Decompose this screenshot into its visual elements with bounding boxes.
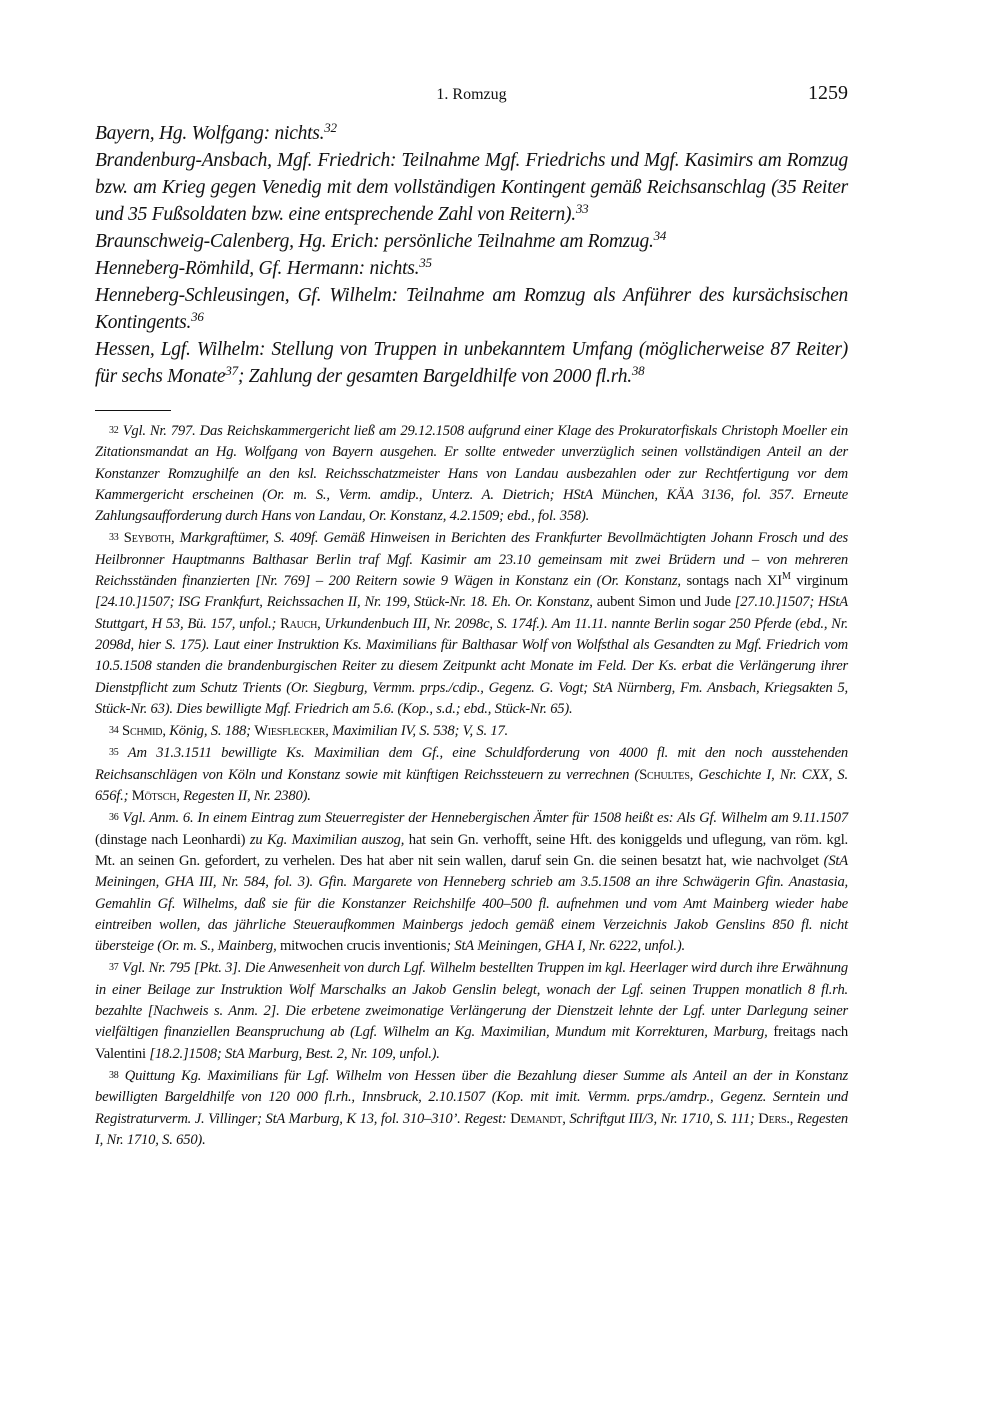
text-segment: Bayern, Hg. Wolfgang: nichts. bbox=[95, 123, 325, 144]
text-segment: (StA Meiningen, GHA III, Nr. 584, fol. 3). Gfin. Margarete von Henneberg schrieb am 3.5.1508 an ihre Schwägerin Gfin. Anastasia, Gemahlin Gf. Wilhelms, daß sie für die Konstanzer Reichshilfe 400–500 fl. aufnehmen und vom Amt Mainberg wieder habe eintreiben wollen, das jährliche Steueraufkommen Mainbergs jedoch gemäß einem Verzeichnis Jakob Genslins 850 fl. nicht übersteige (Or. m. S., Mainberg, bbox=[95, 852, 848, 955]
footnote bbox=[95, 807, 848, 957]
footnote-reference: 34 bbox=[653, 228, 667, 243]
text-segment: , bbox=[317, 615, 325, 632]
text-segment: ., bbox=[786, 1110, 797, 1127]
footnotes bbox=[95, 420, 848, 1151]
text-segment: , bbox=[325, 723, 333, 740]
footnote-number: 33 bbox=[109, 532, 119, 544]
text-segment: Henneberg-Römhild, Gf. Hermann: nichts. bbox=[95, 258, 420, 279]
text-segment: Vgl. Nr. 797. Das Reichskammergericht ließ am 29.12.1508 aufgrund einer Klage des Prokuratorfiskals Christoph Moeller ein Zitationsmandat an Hg. Wolfgang von Bayern ausgehen. Er sollte entweder unverzüglich seinen vollständigen Anteil an der Konstanzer Romzughilfe an den ksl. Reichsschatzmeister Hans von Landau ausbezahlen oder zur Rechtfertigung vor dem Kammergericht erscheinen (Or. m. S., Verm. amdip., Unterz. A. Dietrich; HStA München, KÄA 3136, fol. 357. Erneute Zahlungsaufforderung durch Hans von Landau, Or. Konstanz, 4.2.1509; ebd., fol. 358). bbox=[95, 423, 848, 525]
entry bbox=[95, 255, 848, 282]
footnote-reference: 36 bbox=[191, 309, 204, 324]
text-segment: Henneberg-Schleusingen, Gf. Wilhelm: Teilnahme am Romzug als Anführer des kursächsischen Kontingents. bbox=[95, 285, 848, 333]
footnote bbox=[95, 742, 848, 807]
main-text bbox=[95, 120, 848, 390]
superscript: M bbox=[781, 571, 791, 583]
text-segment: freitags nach Valentini bbox=[95, 1024, 849, 1062]
text-segment: Regesten I, Nr. 1710, S. 650). bbox=[95, 1110, 848, 1148]
text-segment: Maximilian IV, S. 538; V, S. 17. bbox=[332, 723, 509, 740]
entry bbox=[95, 120, 848, 147]
footnote-reference: 37 bbox=[225, 363, 238, 378]
entry bbox=[95, 336, 848, 390]
text-segment: , bbox=[171, 530, 180, 547]
text-segment: Demandt bbox=[510, 1110, 563, 1127]
footnote bbox=[95, 957, 848, 1064]
text-segment: ; Zahlung der gesamten Bargeldhilfe von 2000 fl.rh. bbox=[237, 366, 632, 387]
text-segment: Am 31.3.1511 bewilligte Ks. Maximilian dem Gf., eine Schuldforderung von 4000 fl. mit den noch ausstehenden Reichsanschlägen von Köln und Konstanz sowie mit künftigen Reichssteuern zu verrechnen ( bbox=[95, 745, 848, 783]
text-segment: Ders bbox=[758, 1110, 787, 1127]
text-segment: , bbox=[176, 788, 184, 805]
text-segment: Seyboth bbox=[118, 530, 172, 547]
text-segment: Regesten II, Nr. 2380). bbox=[183, 788, 311, 805]
running-title: 1. Romzug bbox=[436, 86, 507, 103]
footnote-reference: 33 bbox=[575, 201, 589, 216]
footnote-number: 34 bbox=[109, 725, 119, 737]
footnote-reference: 38 bbox=[631, 363, 645, 378]
text-segment: aubent Simon und Jude bbox=[596, 594, 735, 611]
text-segment: virginum bbox=[790, 573, 848, 590]
footnote-number: 36 bbox=[109, 812, 119, 824]
footnote-reference: 35 bbox=[419, 255, 432, 270]
text-segment: Schultes bbox=[639, 766, 690, 783]
text-segment: Mötsch bbox=[131, 788, 177, 805]
text-segment: (dinstage nach Leonhardi) bbox=[95, 831, 250, 848]
text-segment: Rauch bbox=[280, 615, 318, 632]
text-segment: hat sein Gn. verhofft, seine Hft. des koniggelds und uflegung, van röm. kgl. Mt. an seinen Gn. gefordert, zu verhelen. Des hat aber nit sein wallen, daruf sein Gn. die seinen besatzt hat, wie nachvolget bbox=[95, 831, 848, 869]
footnote-number: 38 bbox=[109, 1069, 119, 1081]
entry bbox=[95, 147, 848, 228]
text-segment: Schmid bbox=[118, 723, 163, 740]
footnote-number: 37 bbox=[109, 962, 119, 974]
footnote bbox=[95, 420, 848, 527]
text-segment: Geschichte I, Nr. CXX, S. 656f.; bbox=[95, 766, 848, 805]
footnote bbox=[95, 1065, 848, 1151]
footnote bbox=[95, 720, 848, 742]
text-segment: Urkundenbuch III, Nr. 2098c, S. 174f.). Am 11.11. nannte Berlin sogar 250 Pferde (ebd., Nr. 2098d, hier S. 175). Laut einer Instruktion Ks. Maximilians für Balthasar Wolf von Wolfsthal als Gesandten zu Mgf. Friedrich vom 10.5.1508 standen die brandenburgischen Reiter zu diesem Zeitpunkt acht Monate im Feld. Der Ks. erbat die Verlängerung ihrer Dienstpflicht zum Schutz Trients (Or. Siegburg, Vermm. prps./cdip., Gegenz. G. Vogt; StA Nürnberg, Fm. Ansbach, Kriegsakten 5, Stück-Nr. 63). Dies bewilligte Mgf. Friedrich am 5.6. (Kop., s.d.; ebd., Stück-Nr. 65). bbox=[95, 615, 849, 717]
text-segment: König, S. 188; bbox=[169, 723, 255, 740]
text-segment: , bbox=[689, 766, 699, 783]
footnote-number: 35 bbox=[109, 747, 119, 759]
text-segment: Hessen, Lgf. Wilhelm: Stellung von Truppen in unbekanntem Umfang (möglicherweise 87 Reiter) für sechs Monate bbox=[95, 339, 848, 387]
text-segment: sontags nach XI bbox=[686, 573, 782, 590]
text-segment: Wiesflecker bbox=[254, 723, 326, 740]
footnote-reference: 32 bbox=[324, 120, 337, 135]
text-segment: Quittung Kg. Maximilians für Lgf. Wilhelm von Hessen über die Bezahlung dieser Summe als Anteil an der in Konstanz bewilligten Bargeldhilfe von 120 000 fl.rh., Innsbruck, 2.10.1507 (Kop. mit imit. Vermm. prps./amdrp., Gegenz. Serntein und Registraturverm. J. Villinger; StA Marburg, K 13, fol. 310–310’. Regest: bbox=[95, 1067, 848, 1127]
page-header bbox=[95, 84, 848, 108]
page-number: 1259 bbox=[808, 82, 848, 104]
text-segment: [24.10.]1507; ISG Frankfurt, Reichssachen II, Nr. 199, Stück-Nr. 18. Eh. Or. Konstanz, bbox=[95, 594, 597, 611]
text-segment: Braunschweig-Calenberg, Hg. Erich: persönliche Teilnahme am Romzug. bbox=[95, 231, 654, 252]
footnote-separator bbox=[95, 410, 171, 411]
footnote bbox=[95, 527, 848, 720]
text-segment: , bbox=[562, 1110, 570, 1127]
entry bbox=[95, 228, 848, 255]
text-segment: , bbox=[162, 723, 170, 740]
entry bbox=[95, 282, 848, 336]
text-segment: Schriftgut III/3, Nr. 1710, S. 111; bbox=[569, 1110, 759, 1127]
text-segment: Markgraftümer, S. 409f. Gemäß Hinweisen in Berichten des Frankfurter Bevollmächtigten Johann Frosch und des Heilbronner Hauptmanns Balthasar Berlin traf Mgf. Kasimir am 23.10 gemeinsam mit zwei Brüdern und – von mehreren Reichsständen finanzierten [Nr. 769] – 200 Reitern sowie 9 Wägen in Konstanz ein (Or. Konstanz, bbox=[95, 530, 849, 590]
text-segment: Brandenburg-Ansbach, Mgf. Friedrich: Teilnahme Mgf. Friedrichs und Mgf. Kasimirs am Romzug bzw. am Krieg gegen Venedig mit dem vollständigen Kontingent gemäß Reichsanschlag (35 Reiter und 35 Fußsoldaten bzw. eine entsprechende Zahl von Reitern). bbox=[95, 150, 848, 225]
text-segment: mitwochen crucis inventionis bbox=[280, 938, 447, 955]
text-segment: Vgl. Anm. 6. In einem Eintrag zum Steuerregister der Hennebergischen Ämter für 1508 heißt es: Als Gf. Wilhelm am 9.11.1507 bbox=[118, 810, 848, 827]
text-segment: [18.2.]1508; StA Marburg, Best. 2, Nr. 109, unfol.). bbox=[149, 1045, 440, 1062]
footnote-number: 32 bbox=[109, 425, 119, 436]
text-segment: ; StA Meiningen, GHA I, Nr. 6222, unfol.). bbox=[446, 938, 685, 955]
text-segment: [27.10.]1507; HStA Stuttgart, H 53, Bü. 157, unfol.; bbox=[95, 594, 848, 632]
text-segment: zu Kg. Maximilian auszog, bbox=[249, 831, 409, 848]
text-segment: Vgl. Nr. 795 [Pkt. 3]. Die Anwesenheit von durch Lgf. Wilhelm bestellten Truppen im kgl. Heerlager wird durch ihre Erwähnung in einer Beilage zur Instruktion Wolf Marschalks an Jakob Genslin belegt, wonach der Lgf. seinen Truppen monatlich 8 fl.rh. bezahlte [Nachweis s. Anm. 2]. Die erbetene zweimonatige Verlängerung der Dienstzeit lehnte der Lgf. unter Darlegung seiner vielfältigen finanziellen Beanspruchung ab (Lgf. Wilhelm an Kg. Maximilian, Mundum mit Korrekturen, Marburg, bbox=[95, 960, 848, 1041]
